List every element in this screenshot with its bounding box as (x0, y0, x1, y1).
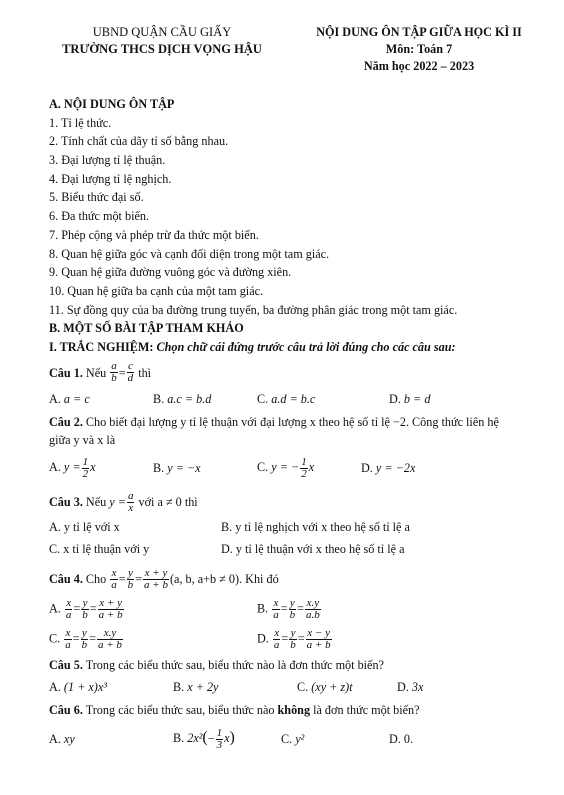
question-label: Câu 6. (49, 702, 83, 717)
question-2 (49, 413, 529, 450)
question-4-options-row-1 (49, 594, 529, 624)
question-1: Câu 1. Nếu $\frac{a}{b}$ = $\frac{c}{d}$ thì (49, 360, 152, 385)
option-b[interactable]: B. y = −x (153, 460, 201, 475)
question-text: thì (138, 365, 152, 380)
part-1-instruction: Chọn chữ cái đứng trước câu trả lời đúng cho các câu sau: (156, 339, 456, 354)
option-b[interactable]: B. 2x²(− $\frac{1}{3}$ x) (173, 726, 235, 751)
list-item: 8. Quan hệ giữa góc và cạnh đối diện trong một tam giác. (49, 246, 330, 261)
question-text: Cho biết đại lượng y tỉ lệ thuận với đại lượng x theo hệ số tỉ lệ −2. Công thức liên hệ (85, 414, 499, 429)
option-d[interactable]: D. 3x (397, 680, 424, 695)
question-text: giữa y và x là (49, 433, 116, 448)
option-d[interactable]: D. y = −2x (361, 460, 416, 475)
option-b[interactable]: B. a.c = b.d (153, 392, 212, 407)
list-item: 3. Đại lượng tỉ lệ thuận. (49, 153, 166, 168)
option-d[interactable]: D. b = d (389, 392, 431, 407)
list-item: 2. Tính chất của dãy tỉ số bằng nhau. (49, 134, 229, 149)
option-d[interactable]: D. 0. (389, 731, 414, 746)
content (49, 95, 529, 755)
option-c[interactable]: C. y = − $\frac{1}{2}$ x (257, 455, 315, 480)
section-b-title: B. MỘT SỐ BÀI TẬP THAM KHẢO (49, 321, 244, 336)
question-text: Nếu (85, 365, 107, 380)
school-name: TRƯỜNG THCS DỊCH VỌNG HẬU (62, 42, 262, 56)
review-list (49, 114, 529, 320)
header-left (42, 24, 282, 58)
question-label: Câu 5. (49, 658, 83, 672)
fraction: $\frac{c}{d}$ (127, 360, 134, 385)
option-a[interactable]: A. $\frac{x}{a}$ = $\frac{y}{b}$ = $\frac{x + y}{a + b}$ (49, 596, 123, 621)
list-item: 7. Phép cộng và phép trừ đa thức một biến. (49, 227, 259, 242)
list-item: 1. Tỉ lệ thức. (49, 115, 112, 130)
question-condition: (a, b, a+b ≠ 0) (169, 572, 240, 586)
option-c[interactable]: C. (xy + z)t (297, 680, 353, 695)
option-a[interactable]: A. y = $\frac{1}{2}$ x (49, 455, 96, 480)
question-1-options (49, 389, 529, 411)
question-5-options (49, 677, 529, 699)
question-4: Câu 4. Cho $\frac{x}{a}$ = $\frac{y}{b}$ = $\frac{x + y}{a + b}$ (a, b, a+b ≠ 0) . Khi đó (49, 566, 279, 591)
option-b[interactable]: B. y tỉ lệ nghịch với x theo hệ số tỉ lệ a (221, 519, 410, 534)
option-a[interactable]: A. (1 + x)x³ (49, 680, 107, 695)
question-text: Cho (85, 572, 107, 586)
question-3-options-row-1 (49, 516, 529, 538)
list-item: 5. Biểu thức đại số. (49, 190, 144, 205)
question-label: Câu 3. (49, 495, 83, 509)
option-d[interactable]: D. y tỉ lệ thuận với x theo hệ số tỉ lệ a (221, 541, 405, 556)
question-3-options-row-2 (49, 538, 529, 560)
question-text: Trong các biểu thức sau, biểu thức nào là đơn thức một biến? (85, 658, 384, 672)
subject: Môn: Toán 7 (385, 42, 453, 56)
question-label: Câu 2. (49, 414, 83, 429)
question-text: Trong các biểu thức sau, biểu thức nào (85, 702, 275, 717)
option-b[interactable]: B. $\frac{x}{a}$ = $\frac{y}{b}$ = $\frac{x.y}{a.b}$ (257, 596, 320, 621)
fraction: $\frac{a}{x}$ (127, 489, 134, 514)
option-c[interactable]: C. $\frac{x}{a}$ = $\frac{y}{b}$ = $\frac{x.y}{a + b}$ (49, 626, 122, 651)
section-a-title: A. NỘI DUNG ÔN TẬP (49, 97, 175, 111)
option-d[interactable]: D. $\frac{x}{a}$ = $\frac{y}{b}$ = $\frac{x - y}{a + b}$ (257, 626, 331, 651)
question-2-options (49, 454, 529, 482)
option-a[interactable]: A. xy (49, 731, 75, 746)
list-item: 9. Quan hệ giữa đường vuông góc và đường xiên. (49, 265, 292, 280)
part-1-heading (49, 338, 529, 357)
part-1-label: I. TRẮC NGHIỆM: (49, 339, 154, 354)
document-title: NỘI DUNG ÔN TẬP GIỮA HỌC KÌ II (316, 25, 522, 39)
question-6-options (49, 723, 529, 755)
list-item: 10. Quan hệ giữa ba cạnh của một tam giác. (49, 283, 264, 298)
question-4-options-row-2 (49, 624, 529, 654)
question-text: Nếu (85, 495, 107, 509)
list-item: 6. Đa thức một biến. (49, 209, 150, 224)
question-label: Câu 4. (49, 572, 83, 586)
question-text: với a ≠ 0 thì (138, 495, 198, 509)
option-a[interactable]: A. y tỉ lệ với x (49, 519, 120, 534)
question-emphasis: không (277, 702, 311, 717)
list-item: 11. Sự đồng quy của ba đường trung tuyến, ba đường phân giác trong một tam giác. (49, 302, 458, 317)
question-3: Câu 3. Nếu y = $\frac{a}{x}$ với a ≠ 0 thì (49, 489, 198, 514)
option-b[interactable]: B. x + 2y (173, 680, 219, 695)
fraction: $\frac{a}{b}$ (111, 360, 117, 385)
question-label: Câu 1. (49, 365, 83, 380)
question-text: là đơn thức một biến? (313, 702, 420, 717)
option-a[interactable]: A. a = c (49, 392, 90, 407)
list-item: 4. Đại lượng tỉ lệ nghịch. (49, 171, 172, 186)
district-name: UBND QUẬN CẦU GIẤY (92, 25, 232, 39)
question-text: . Khi đó (239, 572, 279, 586)
header-right (298, 24, 540, 75)
option-c[interactable]: C. a.d = b.c (257, 392, 316, 407)
question-6 (49, 701, 529, 720)
option-c[interactable]: C. y² (281, 731, 305, 746)
school-year: Năm học 2022 – 2023 (363, 59, 475, 73)
question-5 (49, 656, 529, 675)
option-c[interactable]: C. x tỉ lệ thuận với y (49, 541, 150, 556)
